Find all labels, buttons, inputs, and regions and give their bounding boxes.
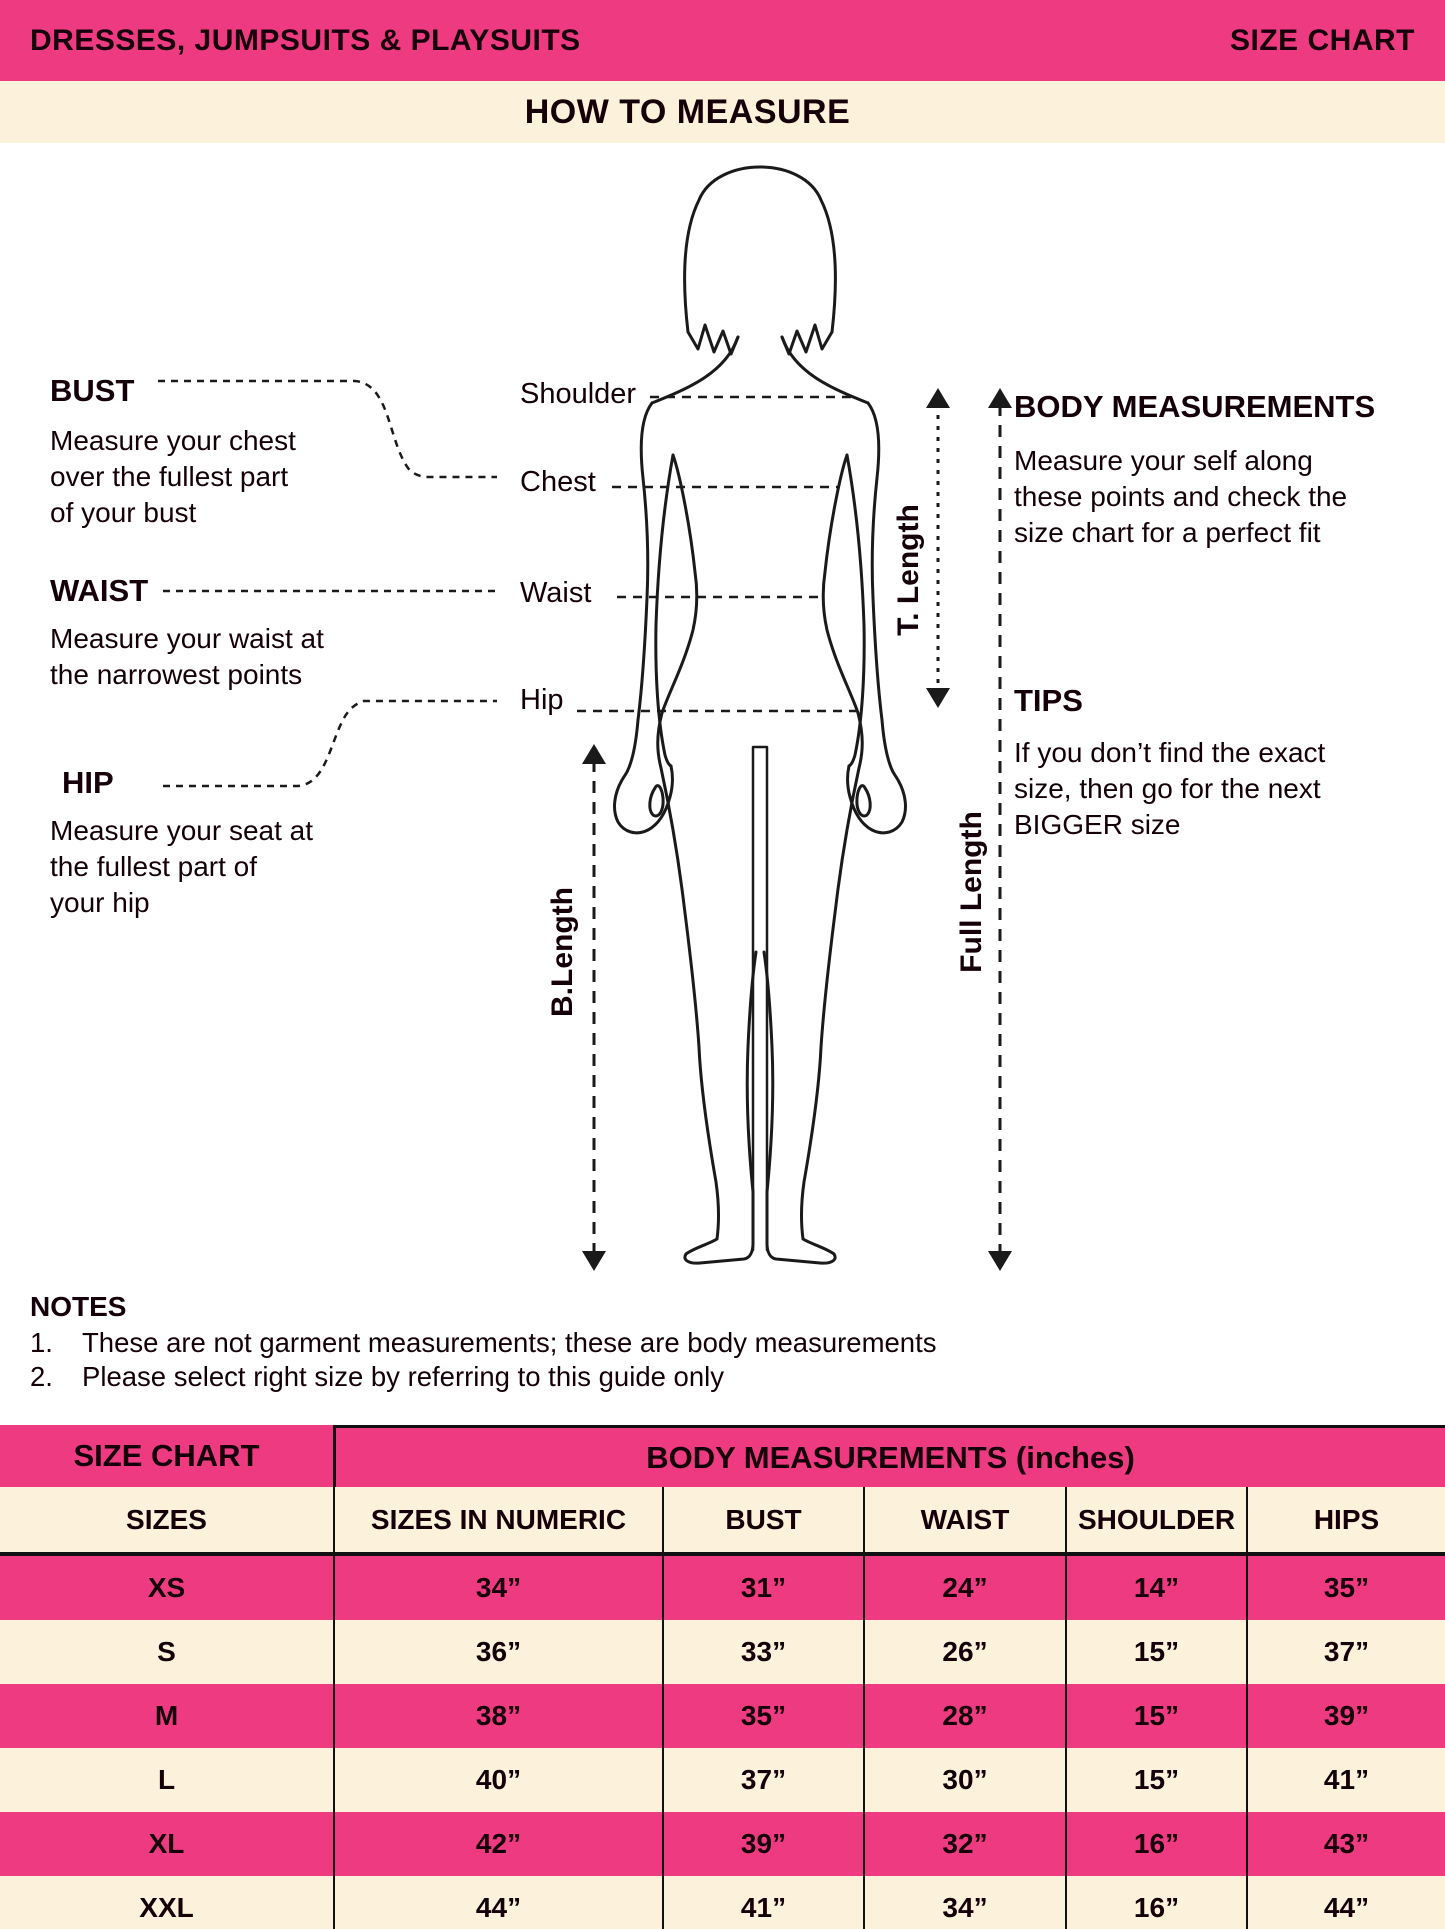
tips-description: If you don’t find the exact size, then go for the next BIGGER size — [1014, 737, 1326, 840]
center-pole — [753, 747, 767, 1250]
table-title-left: SIZE CHART — [0, 1425, 333, 1487]
bust-description: Measure your chest over the fullest part of your bust — [50, 425, 296, 528]
hip-description: Measure your seat at the fullest part of your hip — [50, 815, 314, 918]
waist-description: Measure your waist at the narrowest points — [50, 623, 324, 690]
size-chart-table — [0, 1425, 1445, 1929]
hip-heading: HIP — [62, 765, 114, 800]
table-title-row — [0, 1425, 1445, 1487]
tips-heading: TIPS — [1014, 683, 1083, 718]
table-row-m: M 38” 35” 28” 15” 39” — [0, 1684, 1445, 1748]
table-title-right: BODY MEASUREMENTS (inches) — [333, 1425, 1445, 1487]
col-header-hips: HIPS — [1246, 1487, 1445, 1552]
body-measurements-description: Measure your self along these points and check the size chart for a perfect fit — [1014, 445, 1348, 548]
shoulder-label: Shoulder — [520, 378, 637, 410]
measure-diagram-section — [0, 143, 1445, 1425]
table-row-xxl: XXL 44” 41” 34” 16” 44” — [0, 1876, 1445, 1929]
figure-outline — [615, 167, 906, 1263]
note-item-1: 1. These are not garment measurements; these are body measurements — [30, 1327, 937, 1358]
hip-connector — [163, 701, 497, 786]
note-item-2: 2. Please select right size by referring to this guide only — [30, 1361, 724, 1392]
table-header-row — [0, 1487, 1445, 1556]
bust-heading: BUST — [50, 373, 135, 408]
how-to-measure-banner — [0, 81, 1445, 143]
waist-heading: WAIST — [50, 573, 149, 608]
col-header-bust: BUST — [662, 1487, 863, 1552]
body-measurements-heading: BODY MEASUREMENTS — [1014, 389, 1376, 424]
b-length-label: B.Length — [546, 887, 579, 1017]
waist-label: Waist — [520, 577, 592, 609]
category-title: DRESSES, JUMPSUITS & PLAYSUITS — [30, 23, 581, 57]
table-row-l: L 40” 37” 30” 15” 41” — [0, 1748, 1445, 1812]
col-header-numeric: SIZES IN NUMERIC — [333, 1487, 662, 1552]
col-header-waist: WAIST — [863, 1487, 1065, 1552]
t-length-label: T. Length — [892, 504, 925, 636]
col-header-shoulder: SHOULDER — [1065, 1487, 1246, 1552]
body-dashed-lines — [577, 397, 860, 711]
full-length-label: Full Length — [955, 811, 988, 973]
top-bar — [0, 0, 1445, 81]
how-to-measure-title: HOW TO MEASURE — [524, 92, 851, 131]
col-header-sizes: SIZES — [126, 1503, 207, 1535]
notes-heading: NOTES — [30, 1291, 127, 1322]
table-row-xs: XS 34” 31” 24” 14” 35” — [0, 1556, 1445, 1620]
table-row-s: S 36” 33” 26” 15” 37” — [0, 1620, 1445, 1684]
size-chart-title: SIZE CHART — [1230, 23, 1415, 57]
chest-label: Chest — [520, 466, 596, 498]
table-row-xl: XL 42” 39” 32” 16” 43” — [0, 1812, 1445, 1876]
hip-label: Hip — [520, 684, 564, 716]
